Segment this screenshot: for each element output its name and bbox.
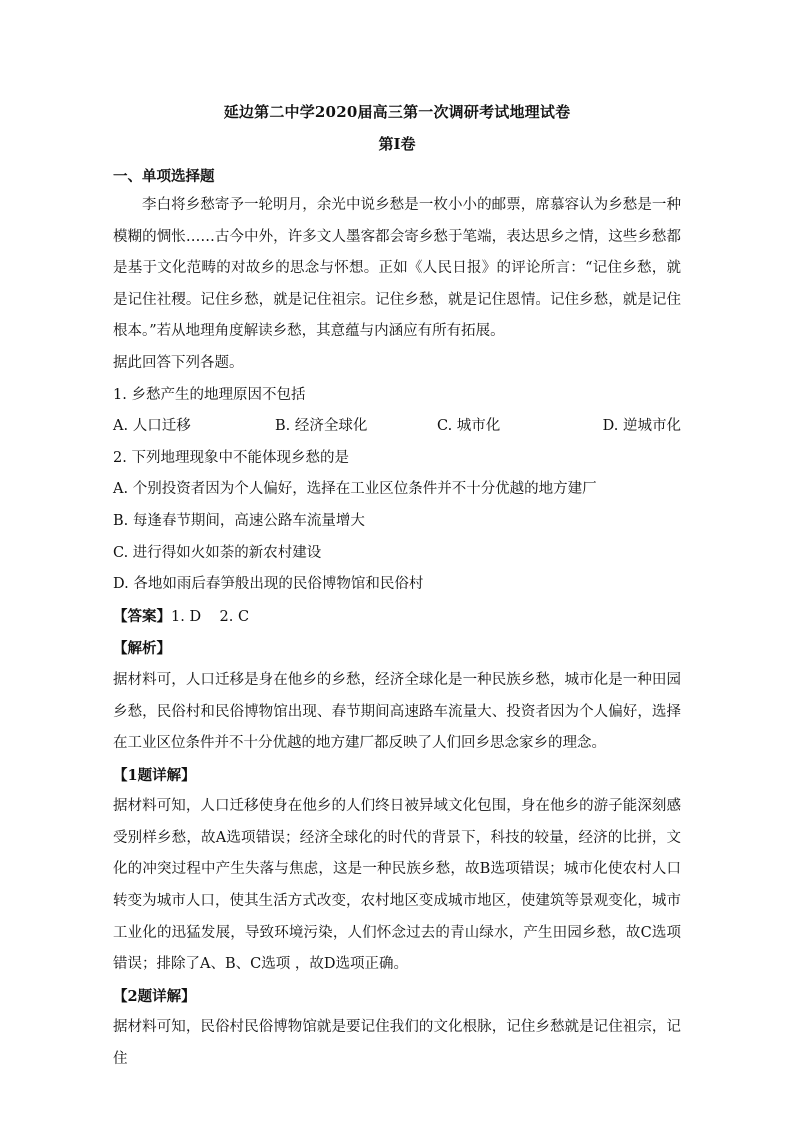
question-instruction: 据此回答下列各题。 [113, 354, 244, 371]
question-1-option-a: A. 人口迁移 [113, 418, 191, 435]
detail-1-label: 【1题详解】 [113, 766, 196, 784]
question-2-option-d: D. 各地如雨后春笋般出现的民俗博物馆和民俗村 [113, 576, 424, 593]
answer-label: 【答案】 [113, 607, 171, 625]
analysis-text: 据材料可，人口迁移是身在他乡的乡愁，经济全球化是一种民族乡愁，城市化是一种田园乡愁，民俗村和民俗博物馆出现、春节期间高速路车流量大、投资者因为个人偏好，选择在工业区位条件并不十分优越的地方建厂都反映了人们回乡思念家乡的理念。 [113, 671, 681, 752]
question-2-option-a: A. 个别投资者因为个人偏好，选择在工业区位条件并不十分优越的地方建厂 [113, 481, 597, 498]
question-1-option-c: C. 城市化 [437, 418, 501, 435]
detail-2-text: 据材料可知，民俗村民俗博物馆就是要记住我们的文化根脉，记住乡愁就是记住祖宗，记住 [113, 1019, 681, 1068]
exam-title: 延边第二中学2020届高三第一次调研考试地理试卷 [223, 103, 571, 121]
answer-value: 1. D 2. C [171, 608, 250, 625]
question-2-option-b: B. 每逢春节期间，高速公路车流量增大 [113, 512, 365, 529]
detail-2-label: 【2题详解】 [113, 987, 196, 1005]
analysis-label: 【解析】 [113, 640, 171, 658]
question-2-option-c: C. 进行得如火如荼的新农村建设 [113, 544, 322, 561]
question-1-option-b: B. 经济全球化 [275, 418, 368, 435]
question-1-option-d: D. 逆城市化 [602, 418, 681, 435]
document-body [113, 190, 681, 1076]
reading-passage: 李白将乡愁寄予一轮明月，余光中说乡愁是一枚小小的邮票，席慕容认为乡愁是一种模糊的惆怅……古今中外，许多文人墨客都会寄乡愁于笔端，表达思乡之情，这些乡愁都是基于文化范畴的对故乡的思念与怀想。正如《人民日报》的评论所言：“记住乡愁，就是记住社稷。记住乡愁，就是记住祖宗。记住乡愁，就是记住恩情。记住乡愁，就是记住根本。”若从地理角度解读乡愁，其意蕴与内涵应有所有拓展。 [113, 197, 681, 340]
section-heading: 一、单项选择题 [113, 168, 215, 185]
detail-1-text: 据材料可知，人口迁移使身在他乡的人们终日被异域文化包围，身在他乡的游子能深刻感受别样乡愁，故A选项错误；经济全球化的时代的背景下，科技的较量，经济的比拼，文化的冲突过程中产生失落与焦虑，这是一种民族乡愁，故B选项错误；城市化使农村人口转变为城市人口，使其生活方式改变，农村地区变成城市地区，使建筑等景观变化，城市工业化的迅猛发展，导致环境污染，人们怀念过去的青山绿水，产生田园乡愁，故C选项错误；排除了A、B、C选项 ，故D选项正确。 [113, 798, 681, 973]
answer-line [113, 601, 681, 634]
volume-heading: 第Ⅰ卷 [378, 135, 416, 153]
question-1-stem: 1. 乡愁产生的地理原因不包括 [113, 386, 306, 403]
question-2-stem: 2. 下列地理现象中不能体现乡愁的是 [113, 449, 349, 466]
question-1-options [113, 411, 681, 443]
